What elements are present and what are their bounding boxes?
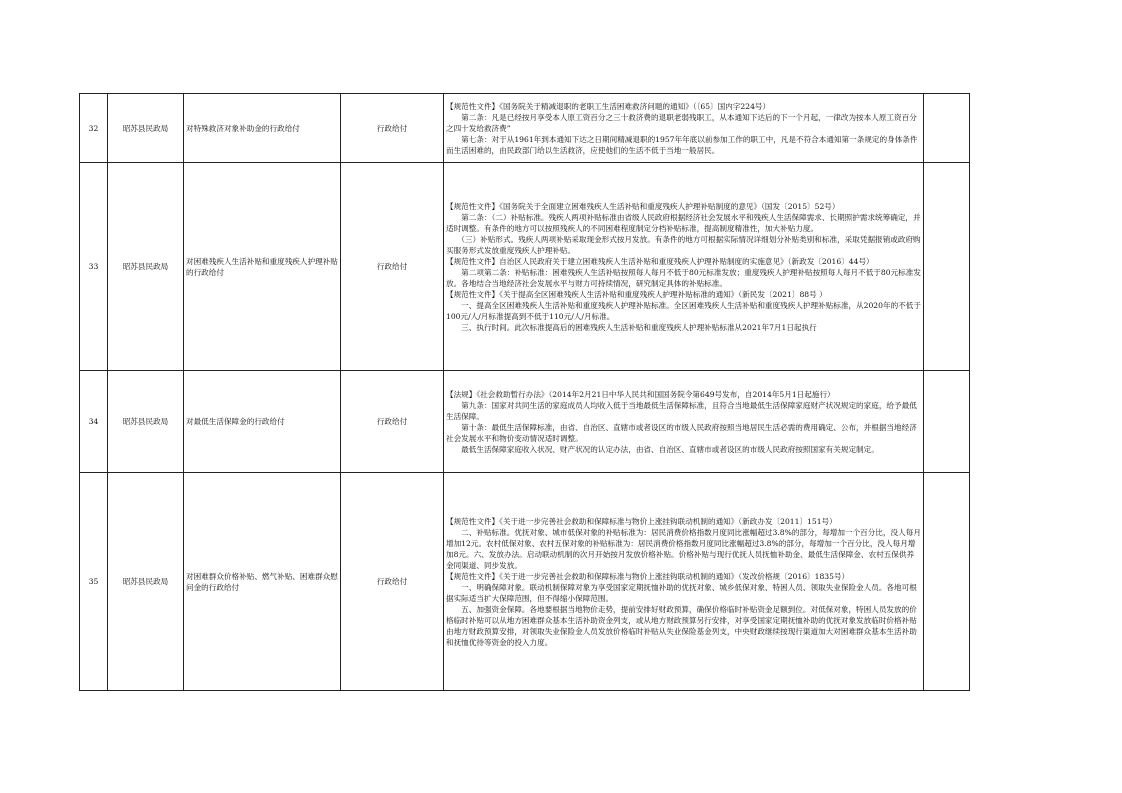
legal-basis-paragraph: 三、执行时间。此次标准提高后的困难残疾人生活补贴和重度残疾人护理补贴标准从2021年7月1日起执行: [446, 322, 817, 332]
legal-basis-paragraph: （三）补贴形式。残疾人两项补贴采取现金形式按月发放。有条件的地方可根据实际情况详细划分补贴类别和标准，采取凭据报销或政府购买服务形式发放重度残疾人护理补贴。: [446, 234, 921, 255]
item-name-cell: [184, 371, 341, 473]
item-name-cell: [184, 163, 341, 371]
legal-basis-paragraph: 【规范性文件】《关于进一步完善社会救助和保障标准与物价上涨挂钩联动机制的通知》（新政办发〔2011〕151号）: [446, 516, 837, 526]
item-name-cell: [184, 94, 341, 163]
item-name-text: 对困难残疾人生活补贴和重度残疾人护理补贴的行政给付: [186, 256, 338, 277]
legal-basis-cell: [444, 94, 924, 163]
legal-basis-cell: [444, 473, 924, 691]
type-cell: 行政给付: [341, 94, 444, 163]
legal-basis-cell: [444, 371, 924, 473]
legal-basis-paragraph: 第二项第二条：补贴标准：困难残疾人生活补贴按照每人每月不低于80元标准发放；重度残疾人护理补贴按照每人每月不低于80元标准发放。各地结合当地经济社会发展水平与财力可持续情况，研究制定具体的补贴标准。: [446, 267, 921, 288]
legal-basis-cell: [444, 163, 924, 371]
item-name-text: 对特殊救济对象补助金的行政给付: [186, 123, 300, 133]
item-name-cell: [184, 473, 341, 691]
legal-basis-paragraph: 【规范性文件】《关于进一步完善社会救助和保障标准与物价上涨挂钩联动机制的通知》（发改价格规〔2016〕1835号）: [446, 571, 850, 581]
legal-basis-paragraph: 二、补贴标准。优抚对象、城市低保对象的补贴标准为：居民消费价格指数月度同比涨幅超过3.8%的部分，每增加一个百分比，没人每月增加12元。农村低保对象、农村五保对象的补贴标准为：居民消费价格指数月度同比涨幅超过3.8%的部分，每增加一个百分比，没人每月增加8元。六、发放办法。启动联动机制的次月开始按月发放价格补贴。价格补贴与现行优抚人员抚恤补助金、最低生活保障金、农村五保供养金同渠道、同步发放。: [446, 527, 921, 570]
department-cell: 昭苏县民政局: [108, 473, 184, 691]
table-row: [80, 94, 970, 163]
legal-basis-paragraph: 最低生活保障家庭收入状况、财产状况的认定办法，由省、自治区、直辖市或者设区的市级人民政府按照国家有关规定制定。: [446, 444, 879, 454]
legal-basis-paragraph: 五、加强资金保障。各地要根据当地物价走势，提前安排好财政预算，确保价格临时补贴资金足额到位。对低保对象，特困人员发放的价格临时补贴可以从地方困难群众基本生活补助资金列支，或从地方财政预算另行安排，对享受国家定期抚恤补助的优抚对象发放临时价格补贴由地方财政预算安排，对领取失业保险金人员发放价格临时补贴从失业保险基金列支，中央财政继续按现行渠道加大对困难群众基本生活补助和抚恤优待等资金的投入力度。: [446, 604, 917, 647]
remarks-cell: [924, 473, 970, 691]
remarks-cell: [924, 371, 970, 473]
remarks-cell: [924, 94, 970, 163]
policy-table: [79, 93, 970, 691]
legal-basis-paragraph: 第十条：最低生活保障标准，由省、自治区、直辖市或者设区的市级人民政府按照当地居民生活必需的费用确定、公布，并根据当地经济社会发展水平和物价变动情况适时调整。: [446, 422, 917, 443]
table-row: [80, 371, 970, 473]
legal-basis-paragraph: 第七条：对于从1961年到本通知下达之日期间精减退职的1957年年底以前参加工作的职工中，凡是不符合本通知第一条规定的身体条件而生活困难的，由民政部门给以生活救济，应使他们的生活不低于当地一般居民。: [446, 134, 918, 155]
item-name-text: 对困难群众价格补贴、燃气补贴、困难群众慰问金的行政给付: [186, 571, 338, 592]
row-number-cell: 35: [80, 473, 108, 691]
table-row: [80, 473, 970, 691]
type-cell: 行政给付: [341, 371, 444, 473]
remarks-cell: [924, 163, 970, 371]
legal-basis-paragraph: 第二条：（二）补贴标准。残疾人两项补贴标准由省级人民政府根据经济社会发展水平和残疾人生活保障需求、长期照护需求统筹确定，并适时调整。有条件的地方可以按照残疾人的不同困难程度制定分档补贴标准，提高制度精准性，加大补贴力度。: [446, 212, 921, 233]
row-number-cell: 33: [80, 163, 108, 371]
type-cell: 行政给付: [341, 473, 444, 691]
department-cell: 昭苏县民政局: [108, 163, 184, 371]
legal-basis-paragraph: 【规范性文件】《国务院关于全面建立困难残疾人生活补贴和重度残疾人护理补贴制度的意见》（国发〔2015〕52号）: [446, 201, 840, 211]
table-row: [80, 163, 970, 371]
legal-basis-paragraph: 【法规】《社会救助暂行办法》（2014年2月21日中华人民共和国国务院令第649号发布，自2014年5月1日起施行）: [446, 389, 835, 399]
type-cell: 行政给付: [341, 163, 444, 371]
row-number-cell: 32: [80, 94, 108, 163]
legal-basis-paragraph: 第二条：凡是已经按月享受本人原工资百分之三十救济费的退职老弱残职工，从本通知下达后的下一个月起，一律改为按本人原工资百分之四十发给救济费”: [446, 112, 917, 133]
legal-basis-paragraph: 【规范性文件】自治区人民政府关于建立困难残疾人生活补贴和重度残疾人护理补贴制度的实施意见》（新政发〔2016〕44号）: [446, 256, 874, 266]
legal-basis-paragraph: 【规范性文件】《关于提高全区困难残疾人生活补贴和重度残疾人护理补贴标准的通知》（新民发〔2021〕88号 ）: [446, 289, 827, 299]
department-cell: 昭苏县民政局: [108, 371, 184, 473]
row-number-cell: 34: [80, 371, 108, 473]
legal-basis-paragraph: 一、提高全区困难残疾人生活补贴和重度残疾人护理补贴标准。全区困难残疾人生活补贴和重度残疾人护理补贴标准，从2020年的不低于100元/人/月标准提高到不低于110元/人/月标准。: [446, 300, 921, 321]
department-cell: 昭苏县民政局: [108, 94, 184, 163]
legal-basis-paragraph: 第九条：国家对共同生活的家庭成员人均收入低于当地最低生活保障标准，且符合当地最低生活保障家庭财产状况规定的家庭，给予最低生活保障。: [446, 400, 917, 421]
legal-basis-paragraph: 【规范性文件】《国务院关于精减退职的老职工生活困难救济问题的通知》（〔65〕国内字224号）: [446, 101, 771, 111]
item-name-text: 对最低生活保障金的行政给付: [186, 417, 285, 426]
legal-basis-paragraph: 一、明确保障对象。联动机制保障对象为享受国家定期抚恤补助的优抚对象、城乡低保对象、特困人员、领取失业保险金人员。各地可根据实际适当扩大保障范围，但不得缩小保障范围。: [446, 582, 917, 603]
